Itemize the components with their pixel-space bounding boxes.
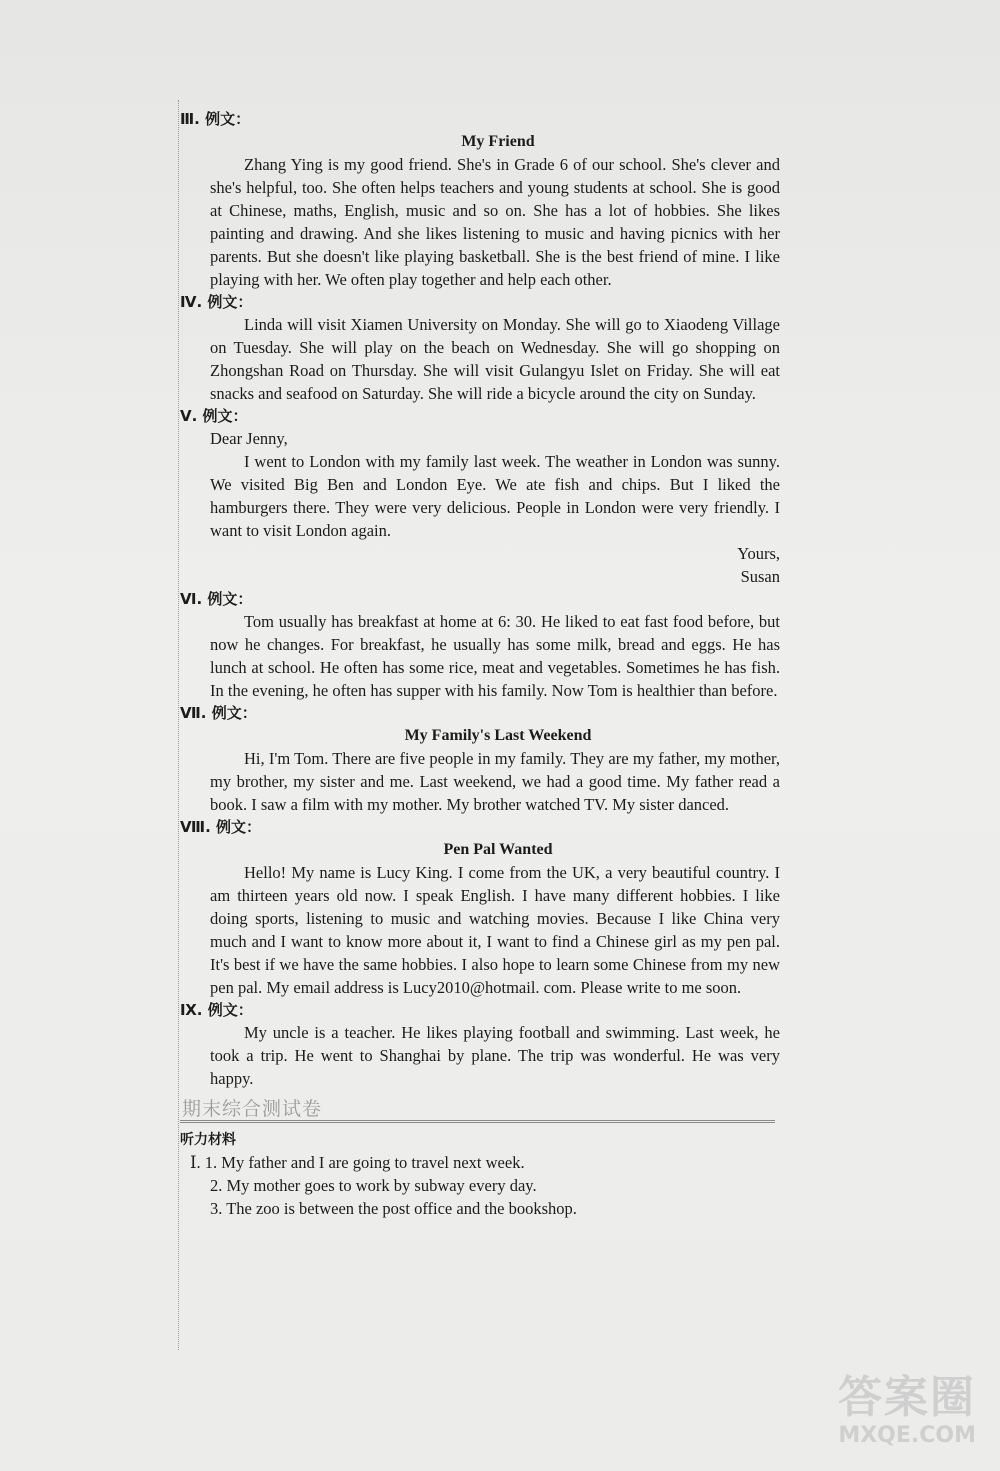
answer-content bbox=[180, 108, 780, 1220]
section-5-salutation: Dear Jenny, bbox=[210, 429, 288, 448]
section-8-title: Pen Pal Wanted bbox=[443, 841, 553, 858]
section-7-title: My Family's Last Weekend bbox=[404, 727, 592, 744]
watermark-line-2: MXQE.COM bbox=[838, 1423, 976, 1448]
section-8-essay: Hello! My name is Lucy King. I come from the UK, a very beautiful country. I am thirteen years old now. I speak English. I have many different hobbies. I like doing sports, listening to music and watching movies. Because I like China very much and I want to know more about it, I want to find a Chinese girl as my pen pal. It's best if we have the same hobbies. I also hope to learn some Chinese from my new pen pal. My email address is Lucy2010@hotmail. com. Please write to me soon. bbox=[210, 863, 780, 997]
section-4-essay: Linda will visit Xiamen University on Monday. She will go to Xiaodeng Village on Tuesday. She will play on the beach on Wednesday. She will go shopping on Zhongshan Road on Thursday. She will visit Gulangyu Islet on Friday. She will eat snacks and seafood on Saturday. She will ride a bicycle around the city on Sunday. bbox=[210, 315, 780, 403]
listening-materials-heading: 听力材料 bbox=[180, 1132, 236, 1148]
final-exam-banner-title: 期末综合测试卷 bbox=[182, 1098, 323, 1120]
section-6-essay: Tom usually has breakfast at home at 6: 30. He liked to eat fast food before, but now he changes. For breakfast, he usually has some milk, bread and eggs. He has lunch at school. He often has some rice, meat and vegetables. Sometimes he has fish. In the evening, he often has supper with his family. Now Tom is healthier than before. bbox=[210, 612, 780, 700]
section-5-signature: Susan bbox=[740, 567, 780, 586]
site-watermark-logo bbox=[766, 1373, 976, 1453]
margin-divider bbox=[178, 100, 179, 1350]
section-3-title: My Friend bbox=[461, 133, 535, 150]
section-5-heading: Ⅴ. 例文： bbox=[180, 407, 248, 425]
section-3-heading: Ⅲ. 例文： bbox=[180, 110, 251, 128]
listening-item: Ⅰ. 1. My father and I are going to travel next week. bbox=[190, 1153, 525, 1172]
listening-item: 3. The zoo is between the post office and the bookshop. bbox=[210, 1199, 577, 1218]
section-5-letter-body: I went to London with my family last week. The weather in London was sunny. We visited Big Ben and London Eye. We ate fish and chips. But I liked the hamburgers there. They were very delicious. People in London were very friendly. I want to visit London again. bbox=[210, 452, 780, 540]
section-9-essay: My uncle is a teacher. He likes playing football and swimming. Last week, he took a trip. He went to Shanghai by plane. The trip was wonderful. He was very happy. bbox=[210, 1023, 780, 1088]
section-6-heading: Ⅵ. 例文： bbox=[180, 590, 253, 608]
final-exam-banner bbox=[180, 1094, 775, 1123]
listening-item: 2. My mother goes to work by subway every day. bbox=[210, 1176, 537, 1195]
section-3-essay: Zhang Ying is my good friend. She's in Grade 6 of our school. She's clever and she's helpful, too. She often helps teachers and young students at school. She is good at Chinese, maths, English, music and so on. She has a lot of hobbies. She likes painting and drawing. And she likes listening to music and having picnics with her parents. But she doesn't like playing basketball. She is the best friend of mine. I like playing with her. We often play together and help each other. bbox=[210, 155, 780, 289]
section-4-heading: Ⅳ. 例文： bbox=[180, 293, 253, 311]
section-7-essay: Hi, I'm Tom. There are five people in my family. They are my father, my mother, my brother, my sister and me. Last weekend, we had a good time. My father read a book. I saw a film with my mother. My brother watched TV. My sister danced. bbox=[210, 749, 780, 814]
section-5-closing: Yours, bbox=[737, 544, 780, 563]
watermark-line-1: 答案圈 bbox=[838, 1372, 976, 1423]
section-7-heading: Ⅶ. 例文： bbox=[180, 704, 257, 722]
section-9-heading: Ⅸ. 例文： bbox=[180, 1001, 253, 1019]
section-8-heading: Ⅷ. 例文： bbox=[180, 818, 262, 836]
